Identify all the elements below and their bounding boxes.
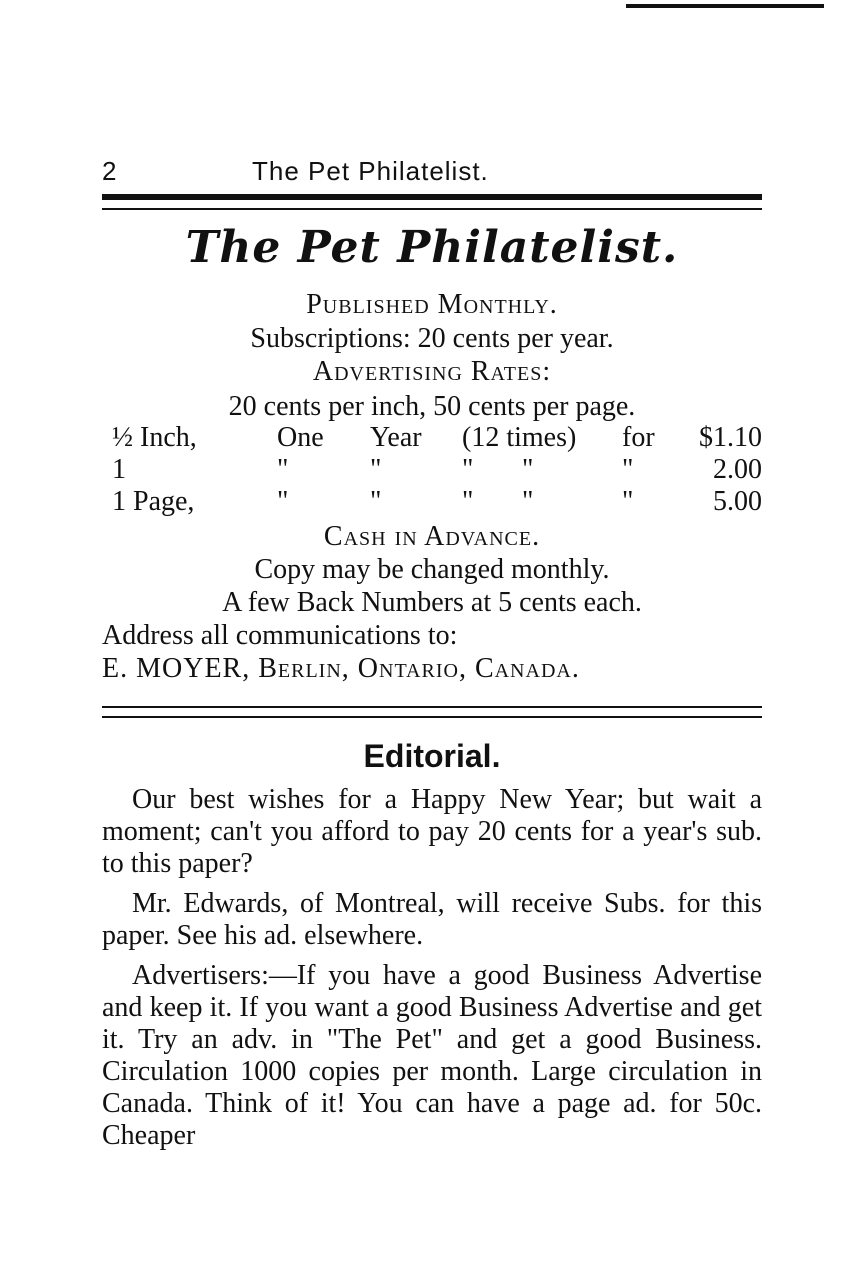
corner-rule	[626, 4, 824, 8]
rate-col-4: "	[522, 486, 534, 517]
rates-summary: 20 cents per inch, 50 cents per page.	[228, 391, 636, 422]
rate-row	[102, 454, 762, 486]
header-rule-thick	[102, 194, 762, 200]
rate-col-1: "	[277, 486, 289, 517]
rate-price: 2.00	[713, 454, 762, 485]
paragraph-text: Mr. Edwards, of Montreal, will receive Subs. for this paper. See his ad. elsewhere.	[102, 888, 762, 951]
back-numbers-line: A few Back Numbers at 5 cents each.	[222, 587, 642, 618]
rate-row	[102, 486, 762, 518]
rate-row	[102, 422, 762, 454]
rate-col-5: "	[622, 454, 634, 485]
paragraph-text: Advertisers:—If you have a good Business Advertise and keep it. If you want a good Business Advertise and get it. Try an adv. in "The Pet" and get a good Business. Circulation 1000 copies per month. Large circulation in Canada. Think of it! You can have a page ad. for 50c. Cheaper	[102, 960, 762, 1151]
running-title: The Pet Philatelist.	[252, 156, 489, 186]
rate-col-5: "	[622, 486, 634, 517]
address-label: Address all communications to:	[102, 620, 458, 651]
rate-price: 5.00	[713, 486, 762, 517]
rate-col-1: One	[277, 422, 324, 453]
rate-col-3: (12 times)	[462, 422, 577, 453]
rate-label: ½ Inch,	[112, 422, 197, 453]
header-rule-thin	[102, 208, 762, 210]
rate-col-3: "	[462, 486, 474, 517]
subscriptions-line: Subscriptions: 20 cents per year.	[250, 323, 614, 354]
rate-col-4: "	[522, 454, 534, 485]
rate-col-2: "	[370, 454, 382, 485]
editorial-paragraph	[102, 888, 762, 952]
paragraph-text: Our best wishes for a Happy New Year; but wait a moment; can't you afford to pay 20 cents for a year's sub. to this paper?	[102, 784, 762, 879]
rate-col-3: "	[462, 454, 474, 485]
rate-price: $1.10	[699, 422, 762, 453]
page-number: 2	[102, 156, 118, 186]
running-head	[102, 156, 762, 192]
rate-col-2: Year	[370, 422, 422, 453]
address-line: E. MOYER, Berlin, Ontario, Canada.	[102, 653, 580, 684]
rate-col-5: for	[622, 422, 655, 453]
cash-line: Cash in Advance.	[323, 521, 541, 552]
rate-col-1: "	[277, 454, 289, 485]
rate-label: 1 Page,	[112, 486, 195, 517]
rates-table	[102, 422, 762, 518]
published-line: Published Monthly.	[306, 289, 558, 320]
copy-line: Copy may be changed monthly.	[254, 554, 610, 585]
editorial-title: Editorial.	[363, 738, 501, 774]
editorial-paragraph	[102, 960, 762, 1152]
rate-col-2: "	[370, 486, 382, 517]
editorial-paragraph	[102, 784, 762, 880]
masthead-title: The Pet Philatelist.	[185, 222, 679, 273]
advertising-heading: Advertising Rates:	[312, 356, 552, 387]
section-rule-2	[102, 716, 762, 718]
rate-label: 1	[112, 454, 126, 485]
section-rule-1	[102, 706, 762, 708]
